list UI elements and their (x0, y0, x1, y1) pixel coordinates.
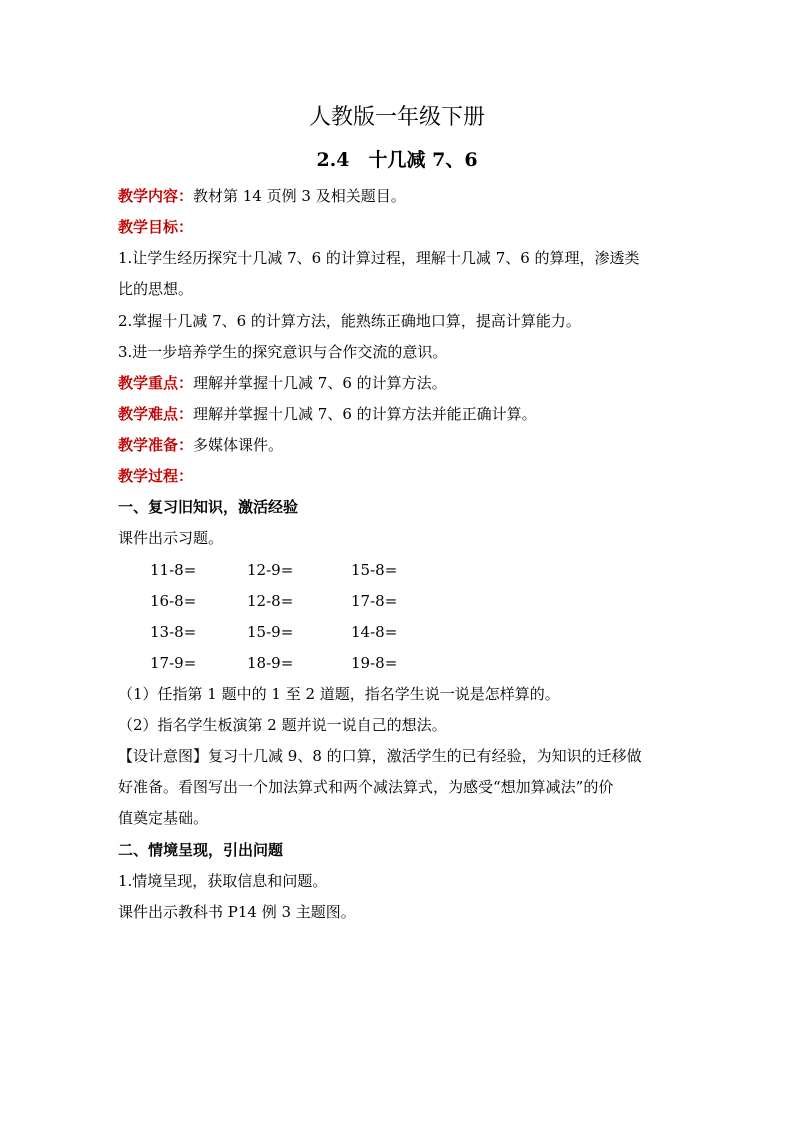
preparation-label: 教学准备： (118, 436, 194, 454)
process-label: 教学过程： (118, 467, 194, 485)
difficulty-text: 理解并掌握十几减 7、6 的计算方法并能正确计算。 (193, 405, 537, 423)
step-1: （1）任指第 1 题中的 1 至 2 道题，指名学生说一说是怎样算的。 (118, 685, 560, 703)
section2-item: 课件出示教科书 P14 例 3 主题图。 (118, 903, 356, 921)
goal-item: 1.让学生经历探究十几减 7、6 的计算过程，理解十几减 7、6 的算理，渗透类 (118, 249, 640, 267)
key-point-text: 理解并掌握十几减 7、6 的计算方法。 (193, 374, 447, 392)
section1-heading: 一、复习旧知识，激活经验 (118, 498, 299, 516)
goals-label: 教学目标： (118, 218, 194, 236)
exercise-item: 15-8= (351, 561, 398, 579)
key-point-line (118, 373, 447, 393)
exercise-item: 11-8= (150, 561, 197, 579)
exercise-item: 12-8= (247, 592, 294, 610)
exercise-item: 18-9= (247, 654, 294, 672)
goal-item: 2.掌握十几减 7、6 的计算方法，能熟练正确地口算，提高计算能力。 (118, 312, 581, 330)
exercise-item: 12-9= (247, 561, 294, 579)
exercise-item: 19-8= (351, 654, 398, 672)
design-intent-line: 【设计意图】复习十几减 9、8 的口算，激活学生的已有经验，为知识的迁移做 (118, 747, 642, 765)
content-label: 教学内容： (118, 187, 194, 205)
exercise-item: 17-8= (351, 592, 398, 610)
design-intent-line: 值奠定基础。 (118, 809, 209, 827)
content-line (118, 186, 406, 206)
lesson-title: 2.4 十几减 7、6 (316, 149, 478, 171)
goal-item: 比的思想。 (118, 280, 194, 298)
section1-intro: 课件出示习题。 (118, 529, 224, 547)
exercise-item: 13-8= (150, 623, 197, 641)
exercise-item: 16-8= (150, 592, 197, 610)
preparation-line (118, 435, 283, 455)
difficulty-line (118, 404, 537, 424)
preparation-text: 多媒体课件。 (193, 436, 284, 454)
step-2: （2）指名学生板演第 2 题并说一说自己的想法。 (118, 716, 447, 734)
content-text: 教材第 14 页例 3 及相关题目。 (193, 187, 406, 205)
exercise-item: 15-9= (247, 623, 294, 641)
exercise-item: 17-9= (150, 654, 197, 672)
design-intent-line: 好准备。看图写出一个加法算式和两个减法算式，为感受“想加算减法”的价 (118, 778, 614, 796)
key-point-label: 教学重点： (118, 374, 194, 392)
exercise-item: 14-8= (351, 623, 398, 641)
goal-item: 3.进一步培养学生的探究意识与合作交流的意识。 (118, 343, 448, 361)
section2-item: 1.情境呈现，获取信息和问题。 (118, 872, 328, 890)
difficulty-label: 教学难点： (118, 405, 194, 423)
section2-heading: 二、情境呈现，引出问题 (118, 841, 284, 859)
document-title: 人教版一年级下册 (308, 105, 485, 130)
